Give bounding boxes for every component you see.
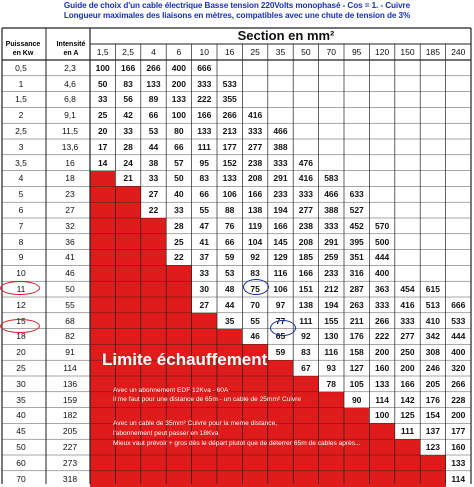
length-value: 152 bbox=[222, 157, 237, 168]
length-value: 333 bbox=[324, 220, 339, 231]
power-value: 70 bbox=[16, 473, 26, 484]
length-value: 22 bbox=[174, 252, 184, 263]
length-value: 291 bbox=[273, 173, 288, 184]
length-value: 666 bbox=[451, 299, 466, 310]
power-value: 9 bbox=[18, 252, 24, 263]
current-value: 27 bbox=[65, 205, 75, 216]
highlight-circle-65m bbox=[270, 320, 296, 336]
length-value: 250 bbox=[400, 347, 415, 358]
length-value: 185 bbox=[298, 252, 313, 263]
length-value: 78 bbox=[326, 378, 337, 389]
length-value: 233 bbox=[324, 268, 339, 279]
length-value: 416 bbox=[247, 110, 263, 121]
length-value: 238 bbox=[247, 157, 263, 168]
length-value: 66 bbox=[148, 110, 159, 121]
section-value: 10 bbox=[199, 47, 210, 57]
length-value: 114 bbox=[375, 394, 389, 405]
power-value: 30 bbox=[16, 378, 26, 389]
length-value: 416 bbox=[400, 299, 415, 310]
length-value: 342 bbox=[425, 331, 440, 342]
section-value: 1,5 bbox=[96, 47, 109, 57]
length-value: 395 bbox=[349, 236, 364, 247]
length-value: 333 bbox=[273, 157, 288, 168]
current-value: 6,8 bbox=[64, 94, 76, 105]
length-value: 666 bbox=[197, 62, 212, 73]
length-value: 400 bbox=[451, 347, 466, 358]
length-value: 263 bbox=[349, 299, 364, 310]
length-value: 28 bbox=[174, 220, 184, 231]
note2-line2: l'abonnement peut passer en 18Kva bbox=[113, 430, 219, 437]
length-value: 316 bbox=[349, 268, 364, 279]
length-value: 76 bbox=[224, 220, 235, 231]
length-value: 388 bbox=[273, 141, 288, 152]
section-value: 35 bbox=[275, 47, 286, 57]
length-value: 48 bbox=[224, 284, 235, 295]
length-value: 55 bbox=[199, 205, 210, 216]
length-value: 25 bbox=[174, 236, 184, 247]
length-value: 65 bbox=[275, 331, 286, 342]
length-value: 454 bbox=[400, 284, 415, 295]
length-value: 194 bbox=[324, 299, 339, 310]
current-value: 9,1 bbox=[64, 110, 76, 121]
length-value: 104 bbox=[247, 236, 263, 247]
power-value: 3 bbox=[18, 141, 24, 152]
length-value: 246 bbox=[425, 363, 440, 374]
current-value: 41 bbox=[65, 252, 75, 263]
length-value: 154 bbox=[425, 410, 440, 421]
power-value: 50 bbox=[16, 442, 26, 453]
length-value: 83 bbox=[250, 268, 260, 279]
length-value: 33 bbox=[97, 94, 108, 105]
current-value: 4,6 bbox=[64, 78, 76, 89]
length-value: 145 bbox=[273, 236, 288, 247]
length-value: 155 bbox=[324, 315, 339, 326]
current-value: 318 bbox=[62, 473, 78, 484]
length-value: 166 bbox=[273, 220, 288, 231]
length-value: 259 bbox=[324, 252, 339, 263]
length-value: 53 bbox=[224, 268, 235, 279]
length-value: 33 bbox=[174, 205, 184, 216]
section-value: 4 bbox=[151, 47, 156, 57]
col-power-header: Puissance en Kw bbox=[5, 41, 41, 57]
power-value: 2,5 bbox=[15, 126, 27, 137]
length-value: 466 bbox=[273, 126, 288, 137]
length-value: 533 bbox=[222, 78, 237, 89]
length-value: 21 bbox=[123, 173, 133, 184]
length-value: 44 bbox=[224, 299, 235, 310]
power-value: 15 bbox=[16, 315, 26, 326]
length-value: 570 bbox=[374, 220, 390, 231]
length-value: 28 bbox=[123, 141, 133, 152]
length-value: 513 bbox=[425, 299, 440, 310]
length-value: 40 bbox=[174, 189, 184, 200]
length-value: 50 bbox=[174, 173, 184, 184]
length-value: 56 bbox=[123, 94, 133, 105]
length-value: 114 bbox=[451, 473, 466, 484]
length-value: 308 bbox=[425, 347, 440, 358]
length-value: 138 bbox=[247, 205, 263, 216]
length-value: 200 bbox=[374, 347, 390, 358]
length-value: 452 bbox=[349, 220, 364, 231]
length-value: 333 bbox=[374, 299, 390, 310]
length-value: 38 bbox=[148, 157, 159, 168]
length-value: 33 bbox=[148, 173, 159, 184]
length-value: 116 bbox=[324, 347, 339, 358]
length-value: 47 bbox=[199, 220, 210, 231]
current-value: 50 bbox=[65, 284, 75, 295]
current-value: 159 bbox=[62, 394, 78, 405]
length-value: 90 bbox=[351, 394, 362, 405]
length-value: 212 bbox=[324, 284, 339, 295]
length-value: 46 bbox=[250, 331, 260, 342]
length-value: 416 bbox=[298, 173, 313, 184]
length-value: 200 bbox=[171, 78, 186, 89]
length-value: 194 bbox=[273, 205, 288, 216]
length-value: 291 bbox=[324, 236, 339, 247]
length-value: 200 bbox=[451, 410, 466, 421]
power-value: 35 bbox=[16, 394, 26, 405]
current-value: 136 bbox=[62, 378, 78, 389]
length-value: 66 bbox=[199, 189, 210, 200]
section-header: Section en mm² bbox=[237, 27, 335, 43]
length-value: 83 bbox=[199, 173, 210, 184]
length-value: 89 bbox=[148, 94, 159, 105]
length-value: 100 bbox=[171, 110, 186, 121]
length-value: 100 bbox=[374, 410, 390, 421]
length-value: 333 bbox=[247, 126, 263, 137]
length-value: 266 bbox=[146, 62, 161, 73]
length-value: 33 bbox=[199, 268, 210, 279]
current-value: 11,5 bbox=[62, 126, 78, 137]
note2-line1: Avec un cable de 35mm² Cuivre pour la meme distance, bbox=[113, 420, 278, 427]
section-value: 240 bbox=[451, 47, 466, 57]
current-value: 13,6 bbox=[61, 141, 79, 152]
section-value: 2,5 bbox=[122, 47, 134, 57]
length-value: 77 bbox=[275, 315, 286, 326]
note1-line1: Avec un abonnement EDF 12Kva - 60A bbox=[113, 387, 229, 394]
length-value: 222 bbox=[374, 331, 390, 342]
section-value: 120 bbox=[374, 47, 390, 57]
length-value: 50 bbox=[97, 78, 108, 89]
length-value: 166 bbox=[120, 62, 136, 73]
section-value: 16 bbox=[224, 47, 235, 57]
power-value: 0,5 bbox=[15, 62, 27, 73]
current-value: 205 bbox=[62, 426, 78, 437]
length-value: 92 bbox=[250, 252, 260, 263]
current-value: 23 bbox=[65, 189, 75, 200]
highlight-circle-12kw bbox=[0, 281, 40, 295]
length-value: 133 bbox=[171, 94, 186, 105]
length-value: 287 bbox=[349, 284, 364, 295]
length-value: 123 bbox=[425, 442, 440, 453]
length-value: 500 bbox=[374, 236, 390, 247]
power-value: 20 bbox=[16, 347, 26, 358]
length-value: 116 bbox=[273, 268, 288, 279]
length-value: 14 bbox=[97, 157, 108, 168]
length-value: 166 bbox=[247, 189, 263, 200]
current-value: 91 bbox=[65, 347, 75, 358]
length-value: 20 bbox=[97, 126, 108, 137]
length-value: 80 bbox=[174, 126, 184, 137]
length-value: 53 bbox=[148, 126, 159, 137]
length-value: 138 bbox=[298, 299, 313, 310]
length-value: 238 bbox=[298, 220, 313, 231]
length-value: 466 bbox=[324, 189, 339, 200]
length-value: 17 bbox=[97, 141, 108, 152]
length-value: 222 bbox=[197, 94, 212, 105]
power-value: 25 bbox=[16, 363, 26, 374]
length-value: 277 bbox=[247, 141, 263, 152]
power-value: 11 bbox=[16, 284, 26, 295]
length-value: 133 bbox=[146, 78, 161, 89]
length-value: 25 bbox=[97, 110, 108, 121]
length-value: 44 bbox=[148, 141, 159, 152]
power-value: 6 bbox=[18, 205, 24, 216]
length-value: 83 bbox=[301, 347, 311, 358]
length-value: 228 bbox=[451, 394, 466, 405]
length-value: 119 bbox=[248, 220, 262, 231]
current-value: 182 bbox=[62, 410, 78, 421]
length-value: 410 bbox=[425, 315, 440, 326]
length-value: 22 bbox=[148, 205, 159, 216]
col-current-header: Intensité en A bbox=[56, 41, 86, 57]
length-value: 333 bbox=[400, 315, 415, 326]
current-value: 18 bbox=[65, 173, 75, 184]
section-value: 25 bbox=[250, 47, 260, 57]
length-value: 527 bbox=[349, 205, 364, 216]
length-value: 277 bbox=[298, 205, 313, 216]
current-value: 82 bbox=[65, 331, 75, 342]
length-value: 200 bbox=[400, 363, 415, 374]
length-value: 208 bbox=[298, 236, 313, 247]
section-value: 150 bbox=[400, 47, 415, 57]
section-value: 70 bbox=[326, 47, 337, 57]
length-value: 137 bbox=[425, 426, 440, 437]
length-value: 42 bbox=[123, 110, 133, 121]
current-value: 46 bbox=[65, 268, 75, 279]
doc-title-line1: Guide de choix d'un cable électrique Basse tension 220Volts monophasé - Cos = 1. - Cuivre bbox=[63, 1, 411, 10]
power-value: 5 bbox=[18, 189, 24, 200]
length-value: 158 bbox=[349, 347, 364, 358]
length-value: 88 bbox=[224, 205, 235, 216]
length-value: 127 bbox=[349, 363, 364, 374]
note2-line3: Mieux vaut prévoir + gros dès le départ plutot que de déterrer 65m de cables après... bbox=[113, 440, 361, 447]
power-value: 1,5 bbox=[15, 94, 27, 105]
length-value: 142 bbox=[400, 394, 415, 405]
length-value: 125 bbox=[400, 410, 415, 421]
length-value: 208 bbox=[247, 173, 263, 184]
length-value: 266 bbox=[222, 110, 237, 121]
length-value: 476 bbox=[298, 157, 313, 168]
length-value: 320 bbox=[451, 363, 466, 374]
current-value: 114 bbox=[63, 363, 77, 374]
current-value: 227 bbox=[62, 442, 78, 453]
length-value: 111 bbox=[400, 426, 415, 437]
current-value: 273 bbox=[62, 457, 78, 468]
doc-title-line2: Longueur maximales des liaisons en mètres, compatibles avec une chute de tension de 3% bbox=[63, 11, 411, 20]
length-value: 41 bbox=[199, 236, 210, 247]
length-value: 166 bbox=[197, 110, 212, 121]
length-value: 266 bbox=[451, 378, 466, 389]
length-value: 66 bbox=[174, 141, 184, 152]
length-value: 75 bbox=[250, 284, 260, 295]
length-value: 615 bbox=[425, 284, 440, 295]
power-value: 8 bbox=[18, 236, 24, 247]
length-value: 111 bbox=[197, 141, 211, 152]
note1-line2: il me faut pour une distance de 65m - un cable de 25mm² Cuivre bbox=[113, 396, 302, 403]
length-value: 151 bbox=[298, 284, 313, 295]
power-value: 1 bbox=[18, 78, 24, 89]
length-value: 59 bbox=[275, 347, 286, 358]
length-value: 133 bbox=[374, 378, 390, 389]
length-value: 59 bbox=[224, 252, 235, 263]
length-value: 27 bbox=[148, 189, 159, 200]
length-value: 177 bbox=[451, 426, 466, 437]
length-value: 533 bbox=[451, 315, 466, 326]
length-value: 133 bbox=[451, 457, 466, 468]
limit-title: Limite échauffement bbox=[102, 350, 268, 369]
length-value: 400 bbox=[171, 62, 186, 73]
length-value: 213 bbox=[222, 126, 237, 137]
length-value: 111 bbox=[299, 315, 313, 326]
length-value: 177 bbox=[222, 141, 237, 152]
length-value: 363 bbox=[374, 284, 390, 295]
length-value: 33 bbox=[123, 126, 133, 137]
length-value: 176 bbox=[425, 394, 440, 405]
length-value: 95 bbox=[199, 157, 210, 168]
length-value: 106 bbox=[273, 284, 288, 295]
length-value: 66 bbox=[224, 236, 235, 247]
length-value: 633 bbox=[349, 189, 364, 200]
length-value: 233 bbox=[273, 189, 288, 200]
length-value: 35 bbox=[224, 315, 235, 326]
length-value: 129 bbox=[273, 252, 288, 263]
length-value: 333 bbox=[197, 78, 212, 89]
length-value: 100 bbox=[95, 62, 110, 73]
power-value: 10 bbox=[16, 268, 26, 279]
length-value: 211 bbox=[349, 315, 364, 326]
power-value: 12 bbox=[16, 299, 26, 310]
highlight-circle-70m bbox=[243, 279, 269, 295]
section-value: 185 bbox=[425, 47, 440, 57]
power-value: 2 bbox=[18, 110, 24, 121]
length-value: 166 bbox=[400, 378, 415, 389]
length-value: 160 bbox=[374, 363, 390, 374]
length-value: 355 bbox=[222, 94, 237, 105]
length-value: 160 bbox=[451, 442, 466, 453]
length-value: 333 bbox=[298, 189, 313, 200]
power-value: 4 bbox=[18, 173, 24, 184]
length-value: 166 bbox=[298, 268, 313, 279]
length-value: 133 bbox=[222, 173, 237, 184]
current-value: 16 bbox=[65, 157, 75, 168]
section-value: 50 bbox=[301, 47, 311, 57]
length-value: 351 bbox=[349, 252, 364, 263]
length-value: 444 bbox=[374, 252, 390, 263]
length-value: 55 bbox=[250, 315, 260, 326]
length-value: 444 bbox=[451, 331, 466, 342]
length-value: 106 bbox=[222, 189, 237, 200]
current-value: 68 bbox=[65, 315, 75, 326]
current-value: 55 bbox=[65, 299, 75, 310]
highlight-circle-18kw bbox=[0, 319, 40, 333]
power-value: 60 bbox=[16, 457, 26, 468]
length-value: 205 bbox=[425, 378, 440, 389]
length-value: 133 bbox=[197, 126, 212, 137]
length-value: 70 bbox=[250, 299, 260, 310]
length-value: 583 bbox=[324, 173, 339, 184]
length-value: 105 bbox=[349, 378, 364, 389]
length-value: 266 bbox=[374, 315, 390, 326]
power-value: 3,5 bbox=[15, 157, 27, 168]
length-value: 27 bbox=[199, 299, 210, 310]
length-value: 67 bbox=[301, 363, 311, 374]
current-value: 32 bbox=[65, 220, 75, 231]
length-value: 92 bbox=[301, 331, 311, 342]
current-value: 36 bbox=[65, 236, 75, 247]
length-value: 400 bbox=[374, 268, 390, 279]
power-value: 45 bbox=[16, 426, 26, 437]
power-value: 7 bbox=[18, 220, 24, 231]
section-value: 6 bbox=[176, 47, 182, 57]
length-value: 24 bbox=[123, 157, 133, 168]
power-value: 18 bbox=[16, 331, 26, 342]
length-value: 30 bbox=[199, 284, 210, 295]
current-value: 2,3 bbox=[64, 62, 76, 73]
section-value: 95 bbox=[351, 47, 362, 57]
length-value: 277 bbox=[400, 331, 415, 342]
length-value: 57 bbox=[174, 157, 184, 168]
length-value: 130 bbox=[324, 331, 339, 342]
length-value: 83 bbox=[123, 78, 133, 89]
length-value: 97 bbox=[275, 299, 286, 310]
length-value: 93 bbox=[326, 363, 337, 374]
power-value: 40 bbox=[16, 410, 26, 421]
length-value: 388 bbox=[324, 205, 339, 216]
length-value: 37 bbox=[199, 252, 210, 263]
length-value: 176 bbox=[349, 331, 364, 342]
